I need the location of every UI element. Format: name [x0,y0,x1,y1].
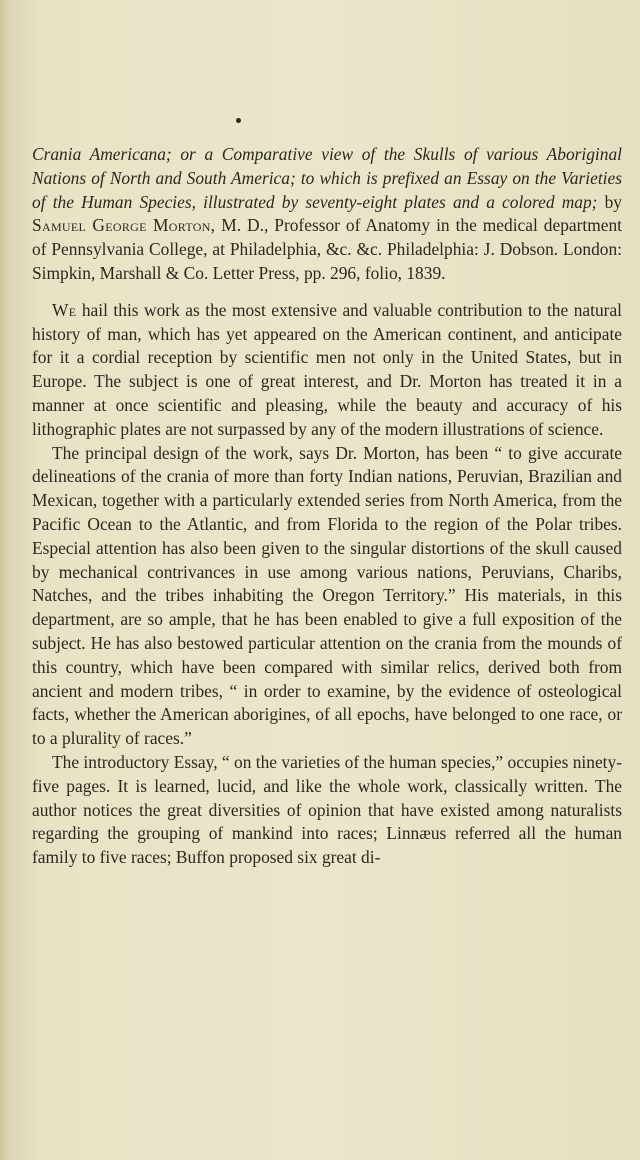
citation-title: Crania Americana; or a Comparative view of the Skulls of various Aboriginal Nations of North and South America; to which is prefixed an Essay on the Varieties of the Human Species, illustrated by seventy-eight plates and a colored map; [32,144,622,212]
citation [32,143,622,286]
paragraph-2: The principal design of the work, says Dr. Morton, has been “ to give accurate delineations of the crania of more than forty Indian nations, Peruvian, Brazilian and Mexican, together with a particularly extended series from North America, from the Pacific Ocean to the Atlantic, and from Florida to the region of the Polar tribes. Especial attention has also been given to the singular distortions of the skull caused by mechanical contrivances in use among various nations, Peruvians, Charibs, Natches, and the tribes inhabiting the Oregon Territory.” His materials, in this department, are so ample, that he has been enabled to give a full exposition of the subject. He has also bestowed particular attention on the crania from the mounds of this country, which have been compared with similar relics, derived both from ancient and modern tribes, “ in order to examine, by the evidence of osteological facts, whether the American aborigines, of all epochs, have belonged to one race, or to a plurality of races.” [32,442,622,749]
paragraph-1 [32,299,622,442]
page-gutter [0,0,10,1160]
ink-dot [236,118,241,123]
citation-details: M. D., Professor of Anatomy in the medical department of Pennsylvania College, at Philadelphia, &c. &c. Philadelphia: J. Dobson. London: Simpkin, Marshall & Co. Letter Press, pp. 296, folio, 1839. [32,215,623,283]
paragraph-1-lead: We [52,299,77,320]
paragraph-3: The introductory Essay, “ on the varieties of the human species,” occupies ninety-five pages. It is learned, lucid, and like the whole work, classically written. The author notices the great diversities of opinion that have existed among naturalists regarding the grouping of mankind into races; Linnæus referred all the human family to five races; Buffon proposed six great di- [32,751,622,868]
citation-author: Samuel George Morton, [32,215,216,236]
citation-by: by [597,191,622,212]
page-text [32,143,622,870]
paragraph-1-body: hail this work as the most extensive and valuable contribution to the natural history of man, which has yet appeared on the American continent, and anticipate for it a cordial reception by scientific men not only in the United States, but in Europe. The subject is one of great interest, and Dr. Morton has treated it in a manner at once scientific and pleasing, while the beauty and accuracy of his lithographic plates are not surpassed by any of the modern illustrations of science. [32,299,622,439]
